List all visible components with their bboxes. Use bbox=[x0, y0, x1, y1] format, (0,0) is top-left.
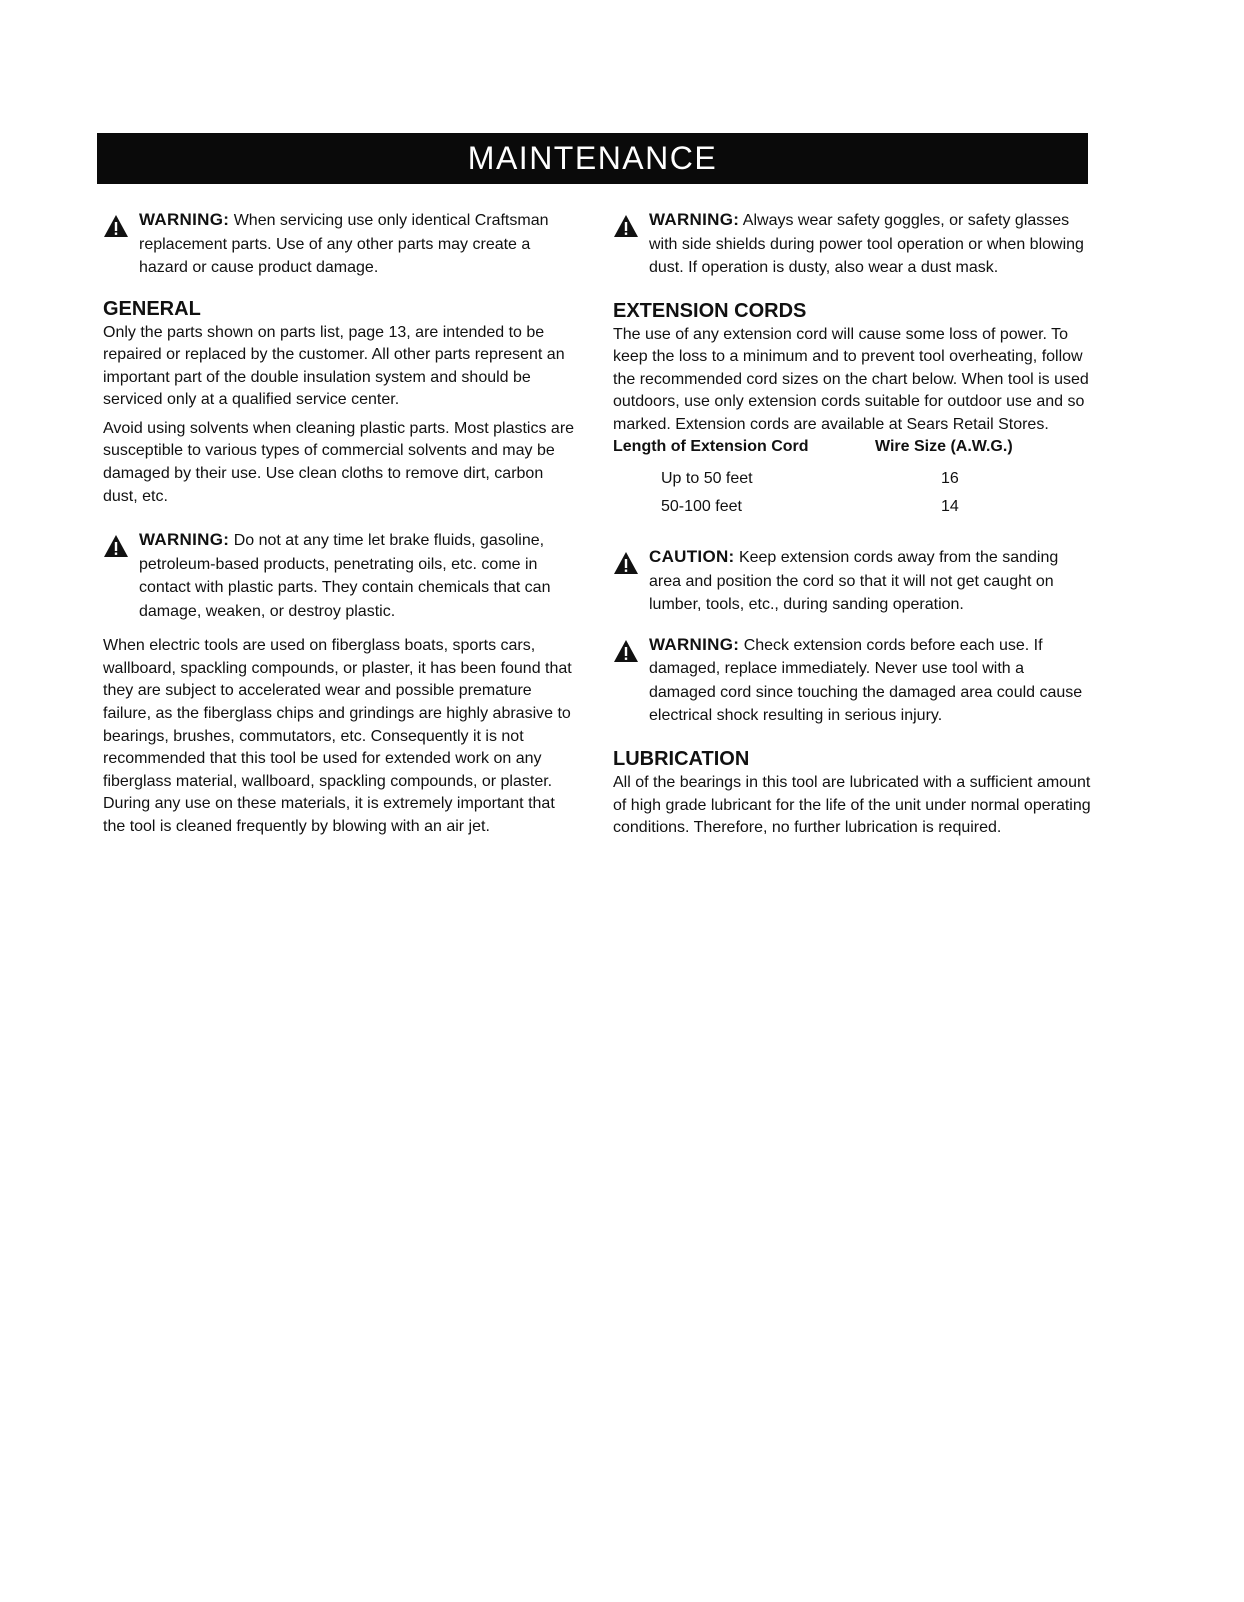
warning-label: WARNING: bbox=[649, 210, 740, 229]
column-header-length: Length of Extension Cord bbox=[613, 438, 809, 456]
extension-cords-heading: EXTENSION CORDS bbox=[613, 299, 807, 322]
lubrication-paragraph: All of the bearings in this tool are lubricated with a sufficient amount of high grade lubricant for the life of the unit under normal operating conditions. Therefore, no further lubrication is required. bbox=[613, 773, 1091, 837]
caution-text: Keep extension cords away from the sanding area and position the cord so that it will not get caught on lumber, tools, etc., during sanding operation. bbox=[649, 549, 1059, 614]
warning-text: Always wear safety goggles, or safety glasses with side shields during power tool operation or when blowing dust. If operation is dusty, also wear a dust mask. bbox=[649, 212, 1084, 276]
table-row bbox=[613, 465, 1013, 493]
right-column bbox=[613, 208, 1091, 840]
left-column bbox=[103, 208, 581, 839]
table-row bbox=[613, 493, 1013, 521]
warning-label: WARNING: bbox=[139, 210, 230, 229]
general-paragraph-1: Only the parts shown on parts list, page 13, are intended to be repaired or replaced by the customer. All other parts represent an important part of the double insulation system and should be serviced only at a qualified service center. bbox=[103, 323, 565, 409]
warning-label: WARNING: bbox=[649, 634, 740, 654]
warning-plastic-chemicals bbox=[103, 528, 581, 623]
wire-size-cell: 16 bbox=[941, 470, 959, 488]
caution-cord-position bbox=[613, 545, 1091, 617]
lubrication-heading: LUBRICATION bbox=[613, 747, 750, 770]
warning-triangle-icon bbox=[613, 639, 639, 663]
warning-label: WARNING: bbox=[139, 530, 230, 550]
warning-safety-goggles bbox=[613, 208, 1091, 280]
warning-text: When servicing use only identical Craftsman replacement parts. Use of any other parts may create a hazard or cause product damage. bbox=[139, 212, 549, 276]
warning-text: Check extension cords before each use. If damaged, replace immediately. Never use tool with a damaged cord since touching the damaged area could cause electrical shock resulting in serious injury. bbox=[649, 636, 1083, 725]
caution-label: CAUTION: bbox=[649, 547, 735, 567]
section-title: MAINTENANCE bbox=[467, 140, 718, 176]
warning-text: Do not at any time let brake fluids, gasoline, petroleum-based products, penetrating oils, etc. come in contact with plastic parts. They contain chemicals that can damage, weaken, or destroy plastic. bbox=[139, 532, 551, 620]
general-heading: GENERAL bbox=[103, 297, 201, 320]
warning-replacement-parts bbox=[103, 208, 581, 280]
general-paragraph-2: Avoid using solvents when cleaning plastic parts. Most plastics are susceptible to various types of commercial solvents and may be damaged by their use. Use clean cloths to remove dirt, carbon dust, etc. bbox=[103, 419, 575, 505]
wire-size-cell: 14 bbox=[941, 498, 959, 516]
warning-triangle-icon bbox=[103, 214, 129, 238]
column-header-wire-size: Wire Size (A.W.G.) bbox=[875, 438, 1013, 456]
cord-length-cell: Up to 50 feet bbox=[661, 470, 753, 488]
section-banner bbox=[97, 133, 1088, 184]
extension-cords-paragraph: The use of any extension cord will cause some loss of power. To keep the loss to a minimum and to prevent tool overheating, follow the recommended cord sizes on the chart below. When tool is used outdoors, use only extension cords suitable for outdoor use and so marked. Extension cords are available at Sears Retail Stores. bbox=[613, 325, 1089, 433]
warning-triangle-icon bbox=[103, 534, 129, 558]
fiberglass-paragraph: When electric tools are used on fiberglass boats, sports cars, wallboard, spackling compounds, or plaster, it has been found that they are subject to accelerated wear and possible premature failure, as the fiberglass chips and grindings are highly abrasive to bearings, brushes, commutators, etc. Consequently it is not recommended that this tool be used for extended work on any fiberglass material, wallboard, spackling compounds, or plaster. During any use on these materials, it is extremely important that the tool is cleaned frequently by blowing with an air jet. bbox=[103, 637, 572, 835]
warning-triangle-icon bbox=[613, 214, 639, 238]
caution-triangle-icon bbox=[613, 551, 639, 575]
cord-length-cell: 50-100 feet bbox=[661, 498, 742, 516]
table-header-row bbox=[613, 438, 1013, 465]
extension-cord-table bbox=[613, 438, 1013, 521]
warning-check-cords bbox=[613, 633, 1091, 728]
